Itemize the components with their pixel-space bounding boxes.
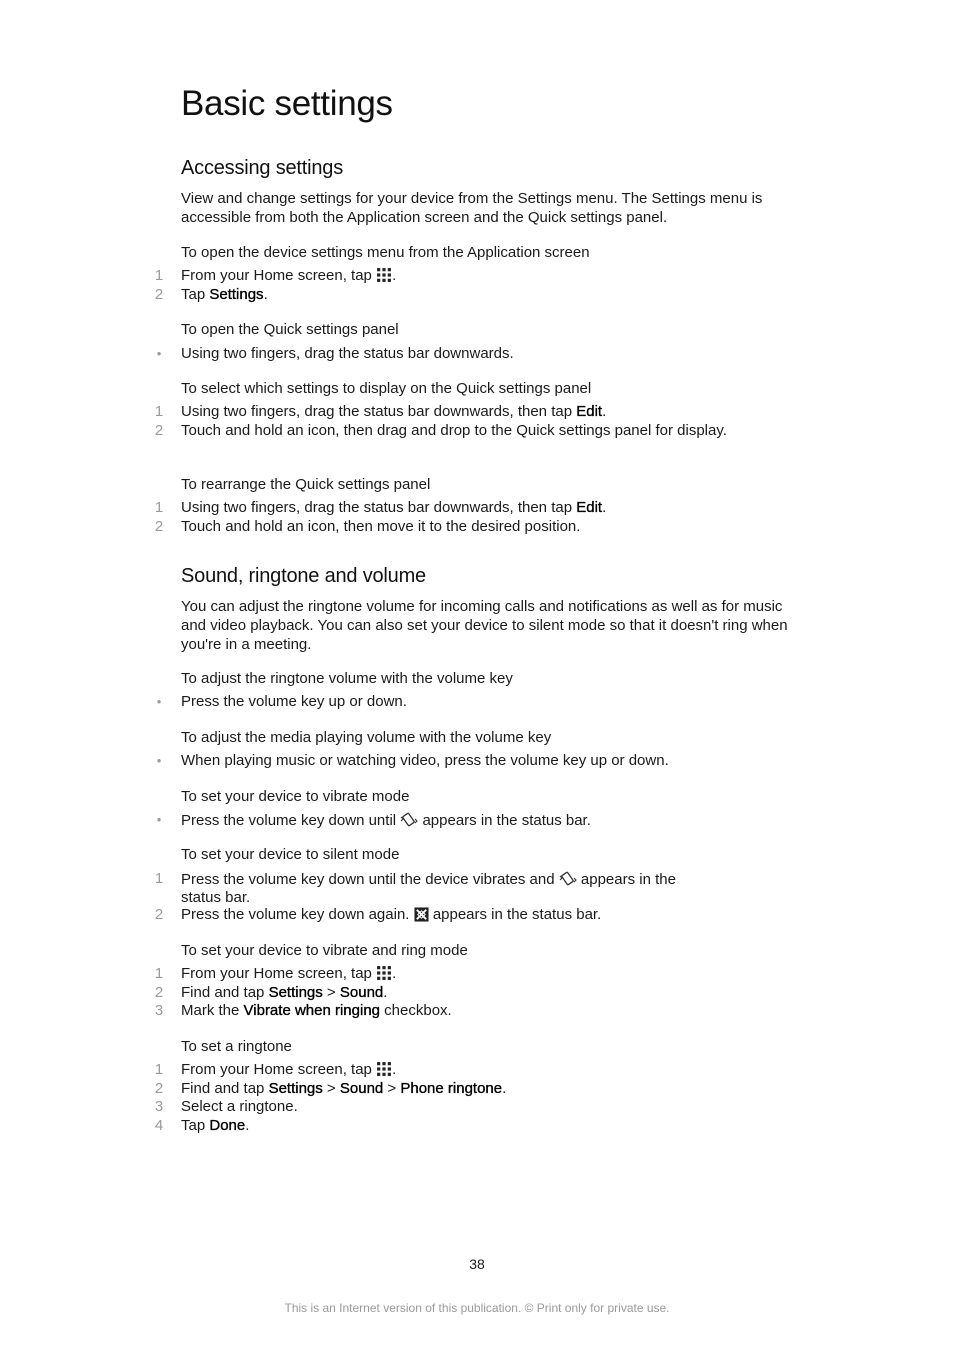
apps-grid-icon [376, 965, 392, 981]
ui-term: Phone ringtone [400, 1080, 503, 1097]
step-number: 1 [154, 1061, 164, 1078]
bullet-marker: • [156, 346, 162, 361]
task-title: To adjust the media playing volume with the volume key [181, 729, 552, 746]
task-title: To set your device to silent mode [181, 846, 400, 863]
step-text: Find and tap [181, 1080, 269, 1097]
step-text: When playing music or watching video, press the volume key up or down. [181, 752, 669, 769]
step-number: 1 [154, 267, 164, 284]
ui-term: Sound [339, 984, 384, 1001]
accessing-intro: View and change settings for your device from the Settings menu. The Settings menu is accessible from both the Application screen and the Quick settings panel. [181, 190, 763, 226]
task-title: To set your device to vibrate mode [181, 788, 410, 805]
step-text-end: appears in the status bar. [422, 812, 591, 829]
step-number: 2 [154, 422, 164, 439]
step-text: Press the volume key down until the device vibrates and [181, 871, 555, 888]
footer-notice: This is an Internet version of this publication. © Print only for private use. [284, 1301, 670, 1315]
step-number: 1 [154, 870, 164, 887]
step-text: Touch and hold an icon, then drag and drop to the Quick settings panel for display. [181, 422, 727, 439]
ui-term: Edit [576, 403, 603, 420]
step-number: 2 [154, 984, 164, 1001]
step-text: Select a ringtone. [181, 1098, 298, 1115]
task-title: To rearrange the Quick settings panel [181, 476, 431, 493]
step-text: Mark the [181, 1002, 244, 1019]
ui-term: Vibrate when ringing [243, 1002, 381, 1019]
vibrate-icon [400, 811, 418, 828]
silent-icon [414, 907, 429, 922]
separator: > [383, 1080, 401, 1097]
sound-intro: You can adjust the ringtone volume for incoming calls and notifications as well as for music and video playback. You can also set your device to silent mode so that it doesn't ring when you're in a meeting. [181, 598, 788, 653]
vibrate-icon [559, 870, 577, 887]
section-heading-sound: Sound, ringtone and volume [181, 565, 426, 587]
step-text: Tap [181, 1117, 210, 1134]
page-number: 38 [469, 1256, 485, 1272]
ui-term: Settings [268, 1080, 323, 1097]
step-text: From your Home screen, tap [181, 965, 372, 982]
step-number: 1 [154, 965, 164, 982]
page-title: Basic settings [181, 84, 393, 123]
step-text-end: . [263, 286, 268, 303]
task-title: To open the device settings menu from the Application screen [181, 244, 590, 261]
step-text: Using two fingers, drag the status bar downwards. [181, 345, 514, 362]
step-text-end: . [502, 1080, 507, 1097]
bullet-marker: • [156, 753, 162, 768]
step-text-end: . [602, 499, 607, 516]
step-text: Press the volume key down again. [181, 906, 410, 923]
step-text: Tap [181, 286, 210, 303]
task-title: To adjust the ringtone volume with the volume key [181, 670, 513, 687]
step-text: Using two fingers, drag the status bar downwards, then tap [181, 499, 577, 516]
step-text: Find and tap [181, 984, 269, 1001]
step-text-end: . [392, 267, 397, 284]
separator: > [322, 1080, 340, 1097]
step-text-end: . [392, 965, 397, 982]
step-number: 1 [154, 403, 164, 420]
separator: > [322, 984, 340, 1001]
step-text-end: appears in the status bar. [432, 906, 602, 923]
step-number: 2 [154, 1080, 164, 1097]
apps-grid-icon [376, 267, 392, 283]
step-text-end: . [392, 1061, 397, 1078]
ui-term: Done [209, 1117, 246, 1134]
task-title: To select which settings to display on the Quick settings panel [181, 380, 592, 397]
step-number: 3 [154, 1002, 164, 1019]
step-number: 4 [154, 1117, 164, 1134]
step-number: 2 [154, 518, 164, 535]
step-number: 1 [154, 499, 164, 516]
step-text-end: status bar. [181, 889, 251, 906]
step-number: 2 [154, 906, 164, 923]
step-number: 2 [154, 286, 164, 303]
ui-term: Settings [209, 286, 264, 303]
step-text-end: . [602, 403, 607, 420]
step-text: Press the volume key up or down. [181, 693, 407, 710]
section-heading-accessing-settings: Accessing settings [181, 157, 344, 179]
step-text: From your Home screen, tap [181, 1061, 372, 1078]
step-text-end: . [245, 1117, 250, 1134]
step-text: From your Home screen, tap [181, 267, 372, 284]
step-text: Press the volume key down until [181, 812, 397, 829]
step-text-end: checkbox. [380, 1002, 452, 1019]
step-text: Touch and hold an icon, then move it to the desired position. [181, 518, 581, 535]
ui-term: Sound [339, 1080, 384, 1097]
step-text-mid: appears in the [580, 871, 676, 888]
task-title: To set your device to vibrate and ring mode [181, 942, 468, 959]
ui-term: Settings [268, 984, 323, 1001]
task-title: To set a ringtone [181, 1038, 292, 1055]
step-number: 3 [154, 1098, 164, 1115]
bullet-marker: • [156, 812, 162, 827]
step-text: Using two fingers, drag the status bar downwards, then tap [181, 403, 577, 420]
bullet-marker: • [156, 694, 162, 709]
step-text-end: . [383, 984, 388, 1001]
ui-term: Edit [576, 499, 603, 516]
apps-grid-icon [376, 1061, 392, 1077]
task-title: To open the Quick settings panel [181, 321, 399, 338]
